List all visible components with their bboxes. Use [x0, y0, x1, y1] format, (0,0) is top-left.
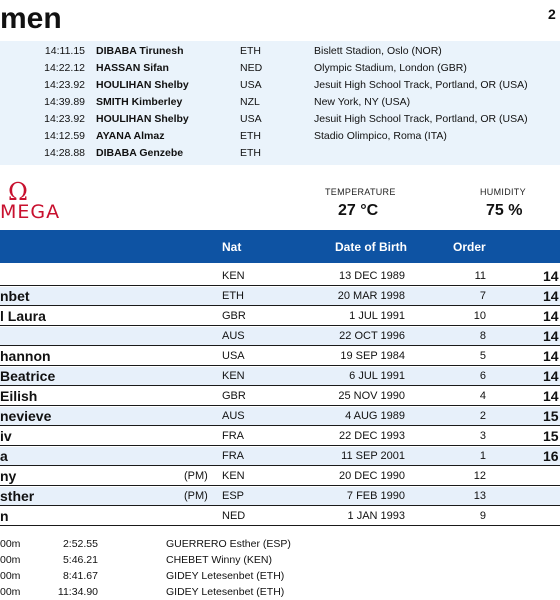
record-venue: Jesuit High School Track, Portland, OR (USA): [314, 113, 528, 125]
athlete-time: 14: [543, 368, 559, 384]
athlete-name: l Laura: [0, 308, 46, 324]
split-leader: GUERRERO Esther (ESP): [166, 538, 291, 550]
athlete-time: 16: [543, 448, 559, 464]
athlete-name: Beatrice: [0, 368, 56, 384]
record-nat: ETH: [240, 130, 261, 142]
athlete-order: 4: [479, 390, 486, 402]
athlete-order: 7: [479, 290, 486, 302]
athlete-dob: 25 NOV 1990: [338, 390, 405, 402]
athlete-dob: 1 JUL 1991: [349, 310, 405, 322]
table-row: [0, 287, 560, 306]
table-row: [0, 467, 560, 486]
athlete-nat: KEN: [222, 470, 245, 482]
header-order: Order: [453, 240, 486, 254]
record-time: 14:39.89: [44, 96, 85, 108]
athlete-nat: USA: [222, 350, 245, 362]
record-athlete: SMITH Kimberley: [96, 96, 183, 108]
athlete-time: 14: [543, 268, 559, 284]
record-nat: NED: [240, 62, 263, 74]
record-venue: Olympic Stadium, London (GBR): [314, 62, 467, 74]
athlete-nat: ETH: [222, 290, 244, 302]
record-athlete: HASSAN Sifan: [96, 62, 169, 74]
athlete-dob: 20 MAR 1998: [337, 290, 405, 302]
split-leader: CHEBET Winny (KEN): [166, 554, 272, 566]
athlete-name: ny: [0, 468, 17, 484]
pacemaker-tag: (PM): [184, 470, 208, 482]
record-venue: Jesuit High School Track, Portland, OR (USA): [314, 79, 528, 91]
split-row: [0, 554, 560, 570]
record-nat: ETH: [240, 147, 261, 159]
record-nat: USA: [240, 113, 262, 125]
athlete-nat: AUS: [222, 330, 245, 342]
page-number: 2: [548, 6, 556, 22]
athlete-nat: ESP: [222, 490, 245, 502]
record-row: [0, 60, 560, 77]
pacemaker-tag: (PM): [184, 490, 208, 502]
athlete-dob: 7 FEB 1990: [346, 490, 405, 502]
record-venue: New York, NY (USA): [314, 96, 411, 108]
table-row: [0, 267, 560, 286]
split-time: 11:34.90: [57, 586, 98, 598]
record-nat: NZL: [240, 96, 260, 108]
athlete-dob: 6 JUL 1991: [349, 370, 405, 382]
omega-logo-icon: Ω: [8, 178, 28, 206]
omega-logo-wordmark: MEGA: [0, 201, 61, 223]
humidity-value: 75 %: [486, 202, 523, 219]
athlete-time: 14: [543, 348, 559, 364]
athlete-order: 12: [473, 470, 486, 482]
record-athlete: HOULIHAN Shelby: [96, 79, 189, 91]
athlete-time: 15: [543, 428, 559, 444]
split-distance: 00m: [0, 570, 21, 582]
athlete-order: 10: [473, 310, 486, 322]
athlete-dob: 13 DEC 1989: [338, 270, 405, 282]
records-panel: [0, 41, 560, 165]
table-row: [0, 307, 560, 326]
record-nat: ETH: [240, 45, 261, 57]
table-row: [0, 387, 560, 406]
record-athlete: DIBABA Genzebe: [96, 147, 184, 159]
page-title: men: [0, 2, 62, 35]
table-row: [0, 367, 560, 386]
split-time: 2:52.55: [62, 538, 98, 550]
athlete-dob: 20 DEC 1990: [338, 470, 405, 482]
record-athlete: HOULIHAN Shelby: [96, 113, 189, 125]
athlete-name: nbet: [0, 288, 30, 304]
athlete-nat: FRA: [222, 450, 244, 462]
athlete-name: a: [0, 448, 8, 464]
athlete-nat: KEN: [222, 370, 245, 382]
athlete-dob: 1 JAN 1993: [347, 510, 405, 522]
athlete-nat: AUS: [222, 410, 245, 422]
table-row: [0, 427, 560, 446]
athlete-name: iv: [0, 428, 12, 444]
athlete-dob: 11 SEP 2001: [341, 450, 405, 462]
record-time: 14:23.92: [44, 79, 85, 91]
temperature-value: 27 °C: [338, 202, 379, 219]
table-row: [0, 407, 560, 426]
split-distance: 00m: [0, 586, 21, 598]
athlete-dob: 22 OCT 1996: [339, 330, 405, 342]
record-athlete: DIBABA Tirunesh: [96, 45, 184, 57]
record-venue: Bislett Stadion, Oslo (NOR): [314, 45, 442, 57]
athlete-nat: GBR: [222, 390, 246, 402]
header-nat: Nat: [222, 240, 242, 254]
athlete-order: 9: [479, 510, 486, 522]
results-table-header: [0, 230, 560, 263]
athlete-order: 6: [479, 370, 486, 382]
split-leader: GIDEY Letesenbet (ETH): [166, 570, 285, 582]
split-time: 8:41.67: [62, 570, 98, 582]
athlete-time: 14: [543, 308, 559, 324]
athlete-dob: 22 DEC 1993: [338, 430, 405, 442]
split-row: [0, 570, 560, 586]
athlete-order: 1: [479, 450, 486, 462]
athlete-nat: FRA: [222, 430, 244, 442]
split-row: [0, 586, 560, 600]
athlete-nat: KEN: [222, 270, 245, 282]
record-time: 14:28.88: [44, 147, 85, 159]
record-row: [0, 111, 560, 128]
athlete-dob: 19 SEP 1984: [340, 350, 405, 362]
record-row: [0, 145, 560, 162]
table-row: [0, 347, 560, 366]
table-row: [0, 327, 560, 346]
record-time: 14:12.59: [44, 130, 85, 142]
header-dob: Date of Birth: [335, 240, 407, 254]
athlete-time: 14: [543, 288, 559, 304]
split-distance: 00m: [0, 538, 21, 550]
split-distance: 00m: [0, 554, 21, 566]
athlete-order: 2: [479, 410, 486, 422]
athlete-time: 14: [543, 388, 559, 404]
record-row: [0, 128, 560, 145]
record-time: 14:22.12: [44, 62, 85, 74]
athlete-dob: 4 AUG 1989: [345, 410, 405, 422]
record-row: [0, 94, 560, 111]
record-time: 14:23.92: [44, 113, 85, 125]
record-time: 14:11.15: [44, 45, 85, 57]
athlete-time: 14: [543, 328, 559, 344]
athlete-name: sther: [0, 488, 35, 504]
athlete-order: 11: [474, 270, 486, 282]
record-venue: Stadio Olimpico, Roma (ITA): [314, 130, 447, 142]
athlete-nat: NED: [222, 510, 246, 522]
table-row: [0, 447, 560, 466]
athlete-time: 15: [543, 408, 559, 424]
athlete-order: 5: [479, 350, 486, 362]
table-row: [0, 487, 560, 506]
temperature-label: TEMPERATURE: [325, 187, 396, 197]
record-row: [0, 77, 560, 94]
athlete-name: n: [0, 508, 9, 524]
athlete-order: 8: [479, 330, 486, 342]
split-time: 5:46.21: [62, 554, 98, 566]
athlete-name: Eilish: [0, 388, 38, 404]
record-athlete: AYANA Almaz: [96, 130, 165, 142]
athlete-nat: GBR: [222, 310, 246, 322]
split-row: [0, 538, 560, 554]
record-nat: USA: [240, 79, 262, 91]
athlete-order: 13: [473, 490, 486, 502]
humidity-label: HUMIDITY: [480, 187, 526, 197]
split-leader: GIDEY Letesenbet (ETH): [166, 586, 285, 598]
athlete-name: nevieve: [0, 408, 52, 424]
record-row: [0, 43, 560, 60]
table-row: [0, 507, 560, 526]
athlete-name: hannon: [0, 348, 51, 364]
athlete-order: 3: [479, 430, 486, 442]
